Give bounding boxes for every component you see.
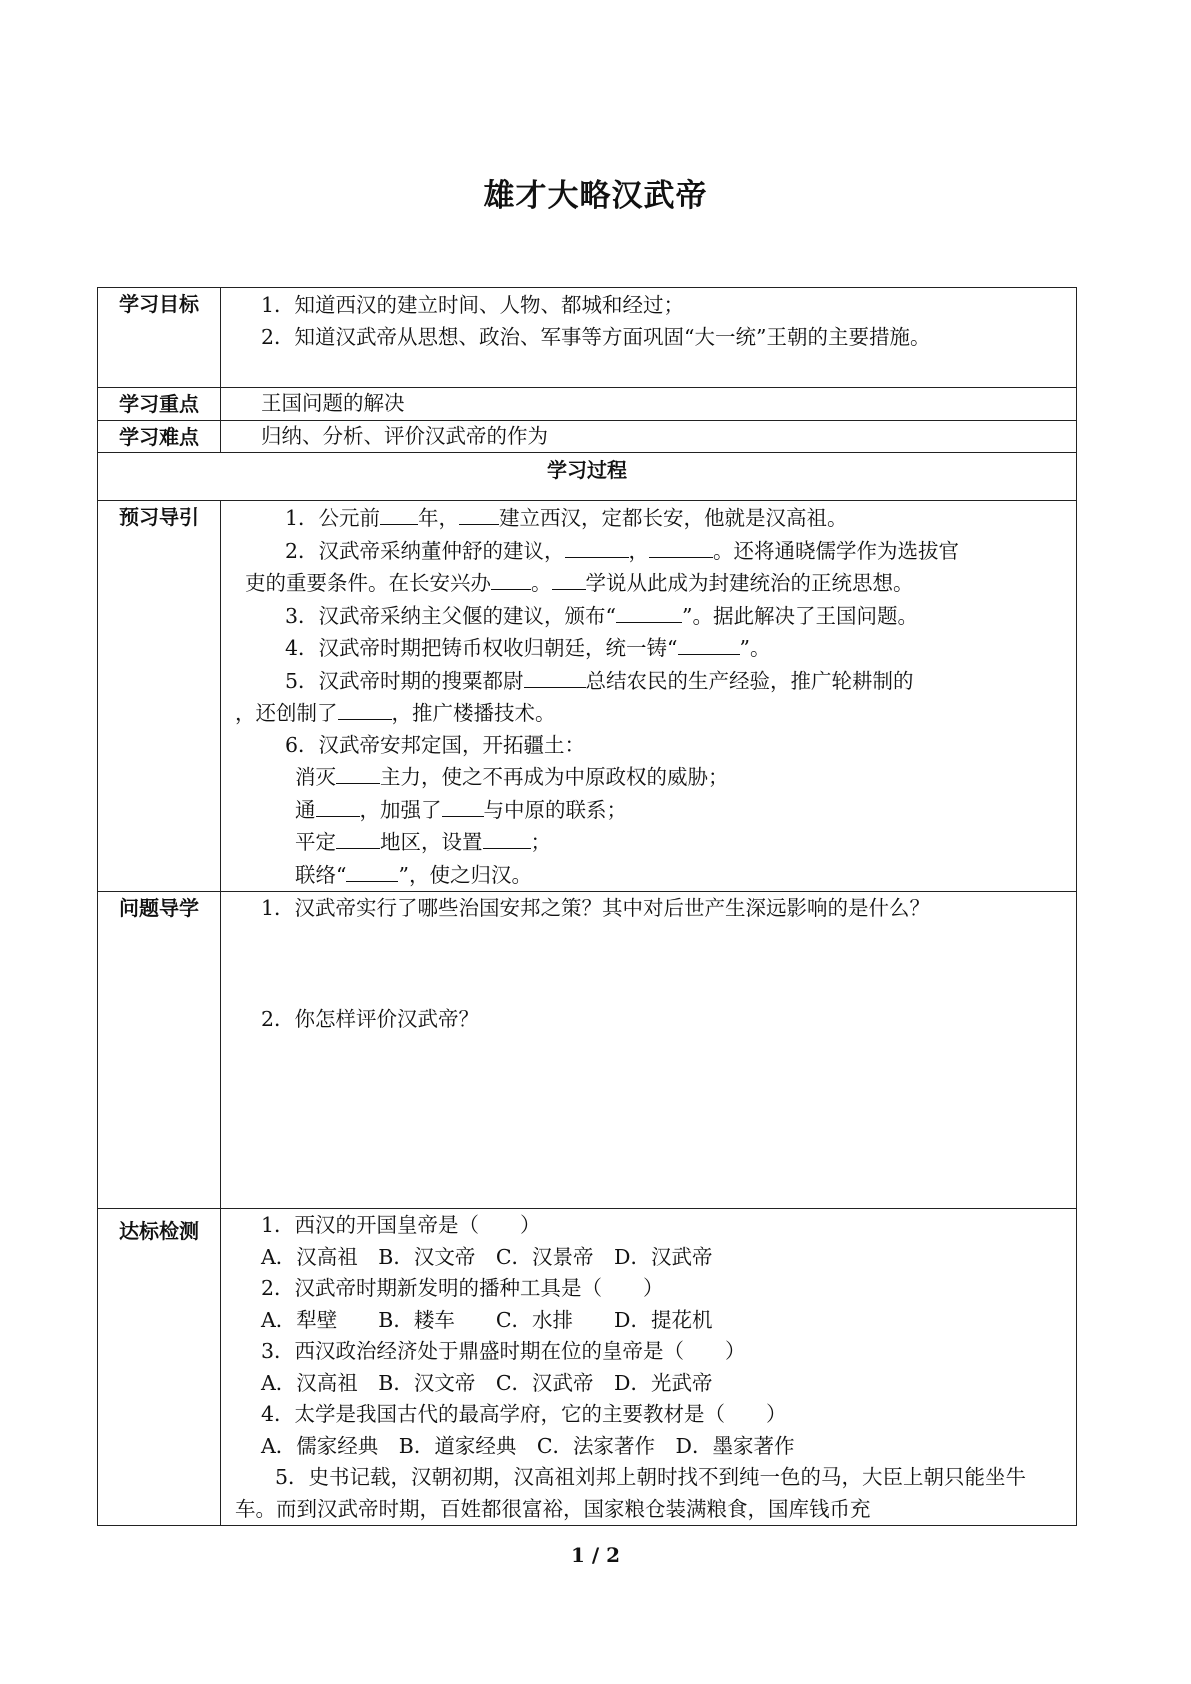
test-row (98, 1209, 1077, 1526)
text: 吏的重要条件。在长安兴办 (245, 571, 491, 595)
text: ”。 (739, 636, 771, 660)
text: ， (628, 538, 650, 563)
preview-q5-cont (221, 697, 1076, 730)
focus-label: 学习重点 (98, 388, 221, 421)
fill-blank[interactable] (565, 535, 629, 558)
fill-blank[interactable] (524, 665, 586, 688)
text: 主力，使之不再成为中原政权的威胁； (380, 765, 729, 789)
preview-row (98, 501, 1077, 892)
preview-q6-head: 6．汉武帝安邦定国，开拓疆土： (285, 732, 586, 757)
question-1: 1．汉武帝实行了哪些治国安邦之策？其中对后世产生深远影响的是什么？ (261, 896, 931, 920)
fill-blank[interactable] (380, 502, 418, 525)
text: 3．汉武帝采纳主父偃的建议，颁布“ (285, 603, 617, 628)
objective-line: 2．知道汉武帝从思想、政治、军事等方面巩固“大一统”王朝的主要措施。 (261, 324, 931, 349)
text: ”，使之归汉。 (398, 862, 532, 887)
text: 1．公元前 (285, 506, 381, 530)
questions-content (221, 892, 1077, 1209)
test-options: A．汉高祖 B．汉文帝 C．汉景帝 D．汉武帝 (261, 1244, 713, 1269)
text: 4．汉武帝时期把铸币权收归朝廷，统一铸“ (285, 636, 678, 660)
text: ”。据此解决了王国问题。 (682, 603, 919, 628)
test-options: A．汉高祖 B．汉文帝 C．汉武帝 D．光武帝 (261, 1370, 713, 1395)
text: 总结农民的生产经验，推广轮耕制的 (585, 668, 914, 693)
objectives-content (221, 288, 1077, 388)
questions-label: 问题导学 (98, 892, 221, 1209)
preview-q2 (221, 535, 1076, 568)
preview-q6-line (221, 794, 1076, 827)
objectives-row (98, 288, 1077, 388)
text: 年， (418, 506, 460, 530)
objective-line: 1．知道西汉的建立时间、人物、都城和经过； (261, 293, 685, 317)
fill-blank[interactable] (346, 859, 398, 882)
text: 地区，设置 (380, 830, 483, 854)
process-heading: 学习过程 (98, 453, 1077, 501)
text: 。还将通晓儒学作为选拔官 (713, 538, 960, 563)
difficulty-label: 学习难点 (98, 420, 221, 453)
focus-row (98, 388, 1077, 421)
text: 联络“ (295, 862, 347, 887)
preview-q6-line (221, 761, 1076, 794)
text: 建立西汉，定都长安，他就是汉高祖。 (499, 506, 848, 530)
difficulty-text: 归纳、分析、评价汉武帝的作为 (261, 423, 548, 448)
process-row (98, 453, 1077, 501)
text: 学说从此成为封建统治的正统思想。 (585, 571, 914, 595)
fill-blank[interactable] (483, 826, 531, 849)
fill-blank[interactable] (442, 794, 484, 817)
test-item: 2．汉武帝时期新发明的播种工具是（ ） (261, 1276, 664, 1300)
text: ，推广楼播技术。 (391, 701, 556, 725)
question-2: 2．你怎样评价汉武帝？ (261, 1006, 480, 1031)
fill-blank[interactable] (459, 502, 499, 525)
text: 。 (531, 571, 552, 595)
preview-content (221, 501, 1077, 892)
difficulty-content (221, 420, 1077, 453)
difficulty-row (98, 420, 1077, 453)
text: 平定 (295, 830, 336, 854)
fill-blank[interactable] (316, 794, 360, 817)
fill-blank[interactable] (649, 535, 713, 558)
text: ，加强了 (359, 797, 442, 822)
fill-blank[interactable] (336, 826, 380, 849)
objectives-label: 学习目标 (98, 288, 221, 388)
fill-blank[interactable] (338, 697, 392, 720)
preview-q3 (221, 600, 1076, 633)
test-options: A．儒家经典 B．道家经典 C．法家著作 D．墨家著作 (261, 1433, 795, 1458)
text: ； (530, 830, 551, 854)
focus-text: 王国问题的解决 (261, 391, 405, 415)
page-title: 雄才大略汉武帝 (483, 178, 708, 214)
preview-q5 (221, 665, 1076, 698)
preview-q4 (221, 632, 1076, 665)
test-item: 1．西汉的开国皇帝是（ ） (261, 1213, 541, 1237)
preview-label: 预习导引 (98, 501, 221, 892)
test-label: 达标检测 (98, 1209, 221, 1526)
page-number: 1 / 2 (570, 1543, 621, 1567)
fill-blank[interactable] (678, 632, 740, 655)
fill-blank[interactable] (616, 600, 682, 623)
test-content (221, 1209, 1077, 1526)
test-options: A．犁壁 B．耧车 C．水排 D．提花机 (261, 1307, 713, 1332)
preview-q1 (221, 501, 1076, 535)
text: 消灭 (295, 765, 336, 789)
worksheet-table (97, 287, 1077, 1526)
text: 与中原的联系； (483, 797, 627, 822)
test-item: 3．西汉政治经济处于鼎盛时期在位的皇帝是（ ） (261, 1339, 746, 1363)
fill-blank[interactable] (336, 761, 380, 784)
fill-blank[interactable] (491, 567, 531, 590)
preview-q6-line (221, 859, 1076, 892)
text: 2．汉武帝采纳董仲舒的建议， (285, 538, 565, 563)
text: 通 (295, 797, 316, 822)
fill-blank[interactable] (552, 567, 586, 590)
text: 5．汉武帝时期的搜粟都尉 (285, 668, 524, 693)
questions-row (98, 892, 1077, 1209)
preview-q2-cont (221, 567, 1076, 600)
preview-q6-line (221, 826, 1076, 859)
test-item-5: 5．史书记载，汉朝初期，汉高祖刘邦上朝时找不到纯一色的马，大臣上朝只能坐牛车。而到汉武帝时期，百姓都很富裕，国家粮仓装满粮食，国库钱币充 (235, 1465, 1027, 1521)
test-item: 4．太学是我国古代的最高学府，它的主要教材是（ ） (261, 1402, 787, 1426)
focus-content (221, 388, 1077, 421)
text: ，还创制了 (235, 701, 338, 725)
